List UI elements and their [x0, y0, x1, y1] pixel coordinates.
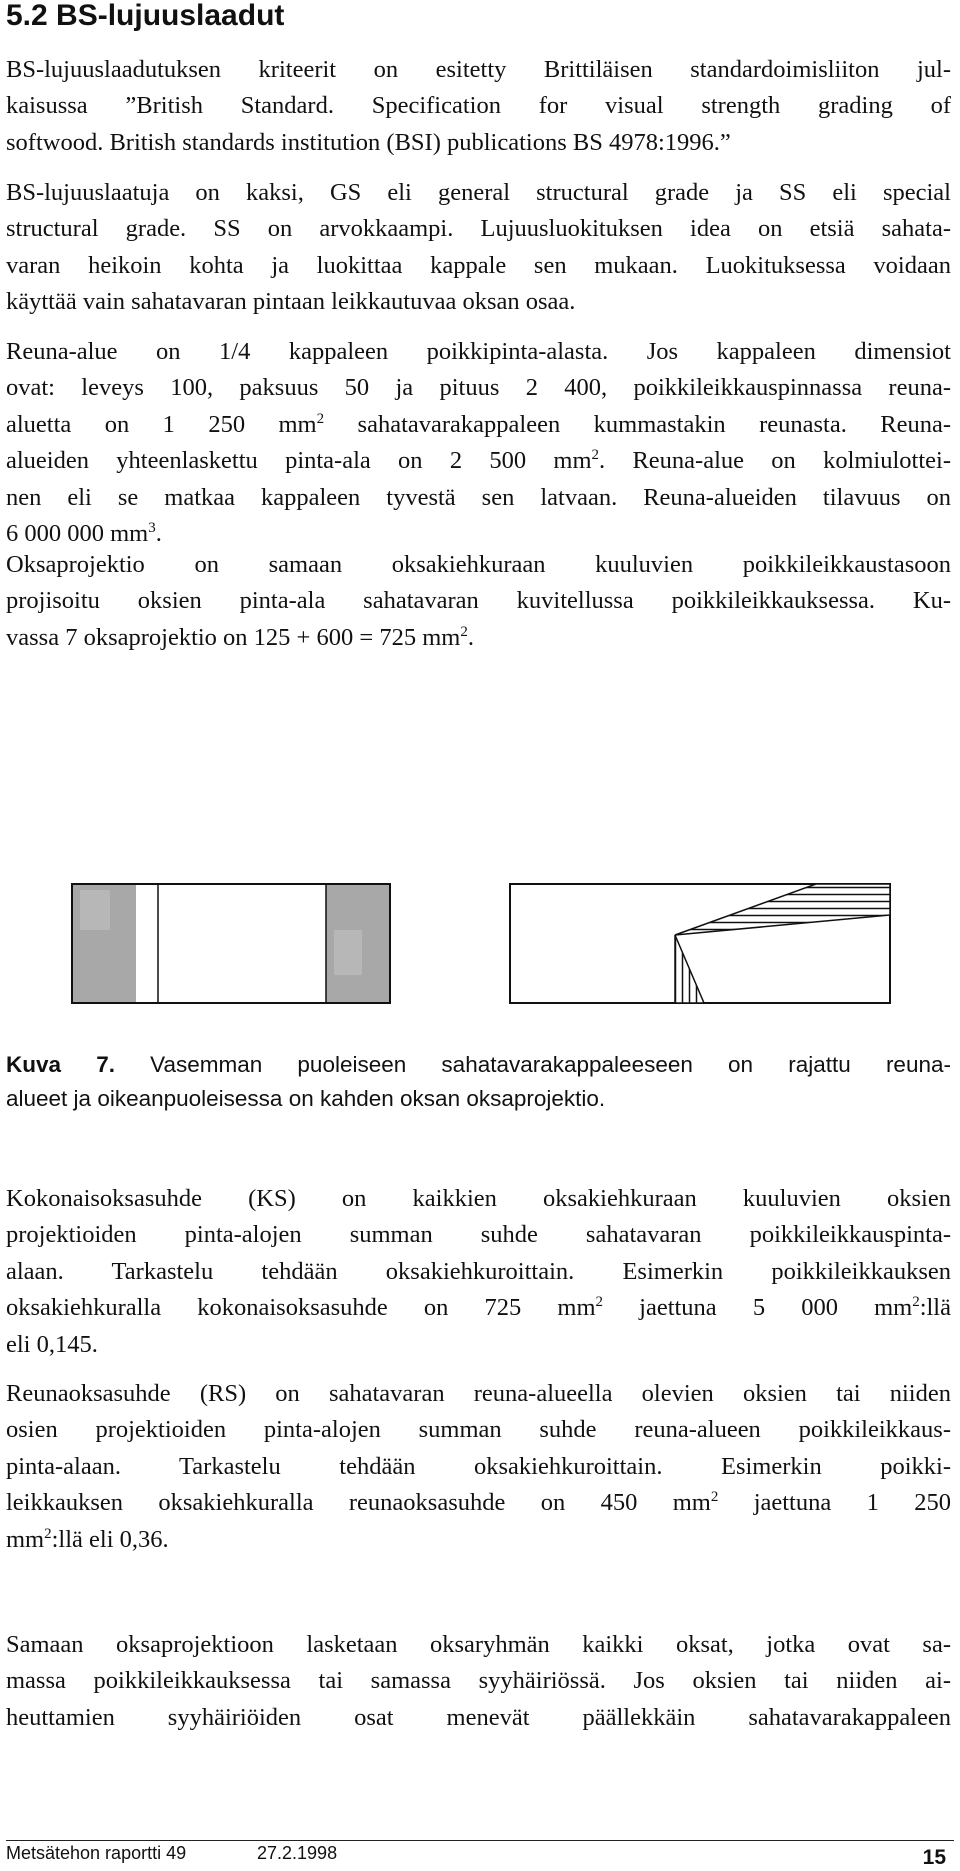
footer-date: 27.2.1998 — [257, 1843, 338, 1863]
text-line: käyttää vain sahatavaran pintaan leikkautuvaa oksan osaa. — [6, 288, 576, 316]
text-line: Oksaprojektio on samaan oksakiehkuraan kuuluvien poikkileikkaustasoon — [6, 551, 951, 578]
footer-publication: Metsätehon raportti 49 — [6, 1843, 187, 1863]
text-line: nen eli se matkaa kappaleen tyvestä sen latvaan. Reuna-alueiden tilavuus on — [6, 483, 951, 511]
board-knot-projection — [510, 884, 890, 1003]
text-line: BS-lujuuslaatuja on kaksi, GS eli general structural grade ja SS eli special — [6, 179, 951, 206]
superscript: 2 — [44, 1525, 52, 1542]
text-line: varan heikoin kohta ja luokittaa kappale sen mukaan. Luokituksessa voidaan — [6, 251, 951, 279]
text-line: vassa 7 oksaprojektio on 125 + 600 = 725 $mm^2$. — [6, 623, 474, 651]
text-line: massa poikkileikkauksessa tai samassa syyhäiriössä. Jos oksien tai niiden ai- — [6, 1667, 951, 1695]
paragraph-bs-criteria — [6, 52, 951, 161]
paragraph-knot-projection — [6, 547, 951, 656]
text-line: projisoitu oksien pinta-ala sahatavaran kuvitellussa poikkileikkauksessa. Ku- — [6, 587, 951, 615]
text-line: $mm^2:llä$ eli 0,36. — [6, 1525, 169, 1553]
text-line: aluetta on 1 250 $mm^2$ sahatavarakappaleen kummastakin reunasta. Reuna- — [6, 410, 951, 438]
board-edge-areas — [72, 884, 390, 1003]
text-line: alueiden yhteenlaskettu pinta-ala on 2 500 $mm^2$. Reuna-alue on kolmiulottei- — [6, 447, 951, 475]
text-line: eli 0,145. — [6, 1330, 98, 1358]
paragraph-edge-knot-ratio — [6, 1376, 951, 1558]
text-line: leikkauksen oksakiehkuralla reunaoksasuhde on 450 $mm^2$ jaettuna 1 250 — [6, 1489, 951, 1517]
text-line: Samaan oksaprojektioon lasketaan oksaryhmän kaikki oksat, jotka ovat sa- — [6, 1631, 951, 1658]
superscript: 2 — [595, 1294, 604, 1311]
superscript: 2 — [710, 1489, 719, 1506]
caption-line: alueet ja oikeanpuoleisessa on kahden oksan oksaprojektio. — [6, 1086, 606, 1111]
text-line: 6 000 000 $mm^3$. — [6, 520, 162, 548]
text-line: alaan. Tarkastelu tehdään oksakiehkuroittain. Esimerkin poikkileikkauksen — [6, 1257, 951, 1285]
text-line: Reunaoksasuhde (RS) on sahatavaran reuna-alueella olevien oksien tai niiden — [6, 1380, 951, 1407]
text-line: osien projektioiden pinta-alojen summan suhde reuna-alueen poikkileikkaus- — [6, 1416, 951, 1444]
paragraph-bs-grades — [6, 175, 951, 321]
figure-7 — [0, 870, 960, 1040]
text-line: structural grade. SS on arvokkaampi. Lujuusluokituksen idea on etsiä sahata- — [6, 215, 951, 243]
text-line: ovat: leveys 100, paksuus 50 ja pituus 2 400, poikkileikkauspinnassa reuna- — [6, 374, 951, 402]
page-number: 15 — [922, 1846, 946, 1869]
paragraph-edge-area — [6, 334, 951, 552]
text-line: heuttamien syyhäiriöiden osat menevät päällekkäin sahatavarakappaleen — [6, 1703, 951, 1731]
text-line: pinta-alaan. Tarkastelu tehdään oksakiehkuroittain. Esimerkin poikki- — [6, 1452, 951, 1480]
text-line: BS-lujuuslaadutuksen kriteerit on esitetty Brittiläisen standardoimisliiton jul- — [6, 56, 951, 83]
caption-line: Kuva 7. Vasemman puoleiseen sahatavarakappaleeseen on rajattu reuna- — [6, 1052, 951, 1077]
text-line: Kokonaisoksasuhde (KS) on kaikkien oksakiehkuraan kuuluvien oksien — [6, 1185, 951, 1212]
paragraph-knot-group — [6, 1627, 951, 1736]
superscript: 2 — [591, 447, 600, 464]
superscript: 2 — [460, 623, 468, 640]
superscript: 3 — [148, 520, 156, 537]
text-line: softwood. British standards institution (BSI) publications BS 4978:1996.” — [6, 128, 731, 156]
text-line: kaisussa ”British Standard. Specification for visual strength grading of — [6, 92, 951, 120]
superscript: 2 — [316, 410, 325, 427]
paragraph-total-knot-ratio — [6, 1181, 951, 1363]
footer-divider — [6, 1840, 954, 1841]
caption-label: Kuva 7. — [6, 1052, 115, 1077]
text-line: projektioiden pinta-alojen summan suhde sahatavaran poikkileikkauspinta- — [6, 1221, 951, 1249]
text-line: oksakiehkuralla kokonaisoksasuhde on 725 $mm^2$ jaettuna 5 000 $mm^2:llä$ — [6, 1294, 951, 1322]
text-line: Reuna-alue on 1/4 kappaleen poikkipinta-alasta. Jos kappaleen dimensiot — [6, 338, 951, 365]
superscript: 2 — [912, 1294, 920, 1311]
figure-caption — [6, 1048, 951, 1116]
section-heading: 5.2 BS-lujuuslaadut — [6, 0, 285, 32]
